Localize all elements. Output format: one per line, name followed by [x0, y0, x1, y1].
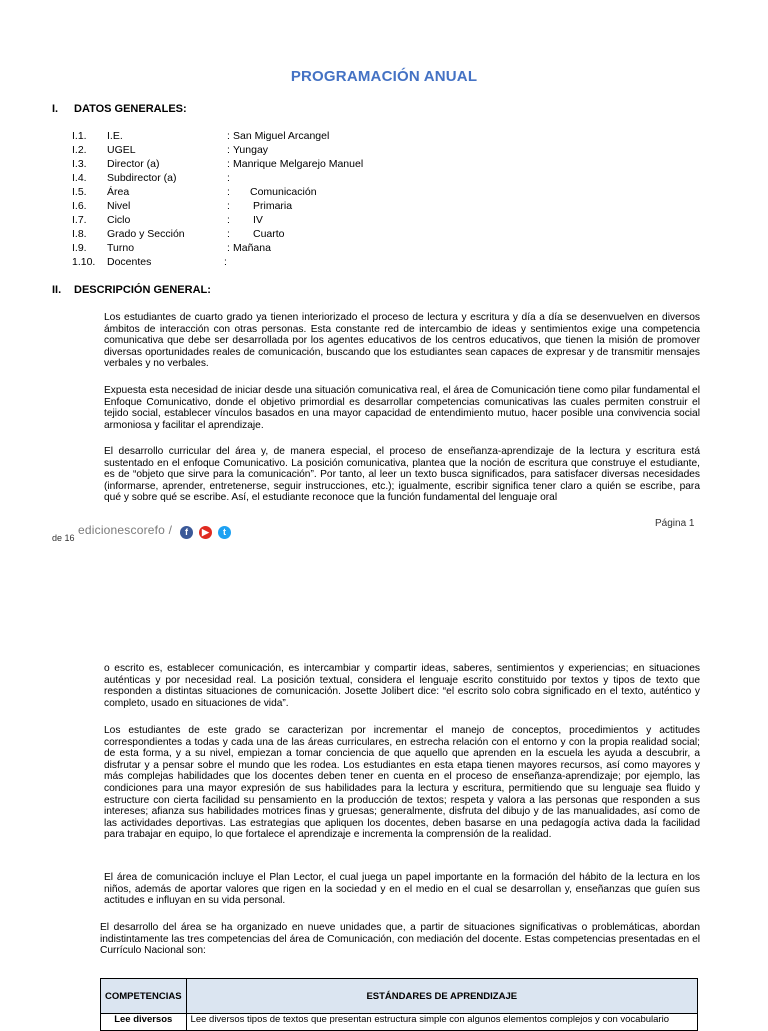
datos-label: Docentes — [107, 256, 152, 268]
youtube-icon[interactable]: ▶ — [199, 526, 212, 539]
datos-value: Comunicación — [250, 186, 317, 198]
datos-row — [0, 255, 768, 269]
datos-colon: : — [227, 228, 230, 240]
datos-colon: : — [227, 200, 230, 212]
competencias-table — [100, 978, 698, 1031]
datos-number: I.3. — [72, 158, 87, 170]
paragraph: Los estudiantes de este grado se caracterizan por incrementar el manejo de conceptos, procedimientos y actitudes correspondientes a todas y cada una de las áreas curriculares, en estrecha relación con el entorno y con la propia realidad social; de esta forma, y a su nivel, empiezan a tomar conciencia de que aquello que aprenden en la escuela les ayuda a descubrir, a disfrutar y a pensar sobre el mundo que les rodea. Los estudiantes en esta etapa tienen mayores recursos, así como mayores y más complejas habilidades que los docentes deben tener en cuenta en el proceso de enseñanza-aprendizaje; por ejemplo, las condiciones para una mayor expresión de sus habilidades para la lectura y escritura, permitiendo que su lenguaje sea fluido y estructure con cierta facilidad su pensamiento en la producción de textos; respeta y valora a las personas que responden a sus intereses; afianza sus habilidades motrices finas y gruesas; generalmente, disfruta del dibujo y de las manualidades, así como de las actividades deportivas. Las estrategias que apliquen los docentes, deben basarse en una pedagogía activa dada la facilidad para trabajar en equipo, lo que fortalece el aprendizaje e incrementa la comprensión de la realidad. — [104, 725, 700, 841]
datos-number: I.1. — [72, 130, 87, 142]
section-number: I. — [52, 103, 59, 115]
table-cell: Lee diversos — [101, 1014, 187, 1031]
datos-label: I.E. — [107, 130, 123, 142]
section-heading-datos-generales — [52, 103, 187, 115]
datos-colon: : — [227, 186, 230, 198]
datos-row — [0, 213, 768, 227]
datos-number: 1.10. — [72, 256, 96, 268]
datos-value: Primaria — [253, 200, 293, 212]
paragraph: Expuesta esta necesidad de iniciar desde una situación comunicativa real, el área de Comunicación tiene como pilar fundamental el Enfoque Comunicativo, donde el objetivo primordial es desarrollar competencias comunicativas las cuales permiten construir el tejido social, establecer vínculos basados en una mayor capacidad de entendimiento mutuo, hacer posible una convivencia social armoniosa y facilitar el aprendizaje. — [104, 385, 700, 431]
datos-row — [0, 227, 768, 241]
paragraph: El área de comunicación incluye el Plan Lector, el cual juega un papel importante en la formación del hábito de la lectura en los niños, además de aportar valores que rigen en la sociedad y en el medio en el cual se desarrollan y, enseñanzas que guíen sus actitudes e influyan en su vida personal. — [104, 872, 700, 907]
datos-number: I.9. — [72, 242, 87, 254]
datos-number: I.7. — [72, 214, 87, 226]
datos-row — [0, 143, 768, 157]
datos-label: UGEL — [107, 144, 136, 156]
datos-row — [0, 185, 768, 199]
datos-value: Cuarto — [253, 228, 285, 240]
page-title: PROGRAMACIÓN ANUAL — [290, 68, 478, 85]
section-title: DESCRIPCIÓN GENERAL: — [74, 284, 211, 296]
datos-label: Ciclo — [107, 214, 131, 226]
section-title: DATOS GENERALES: — [74, 103, 187, 115]
datos-value: IV — [253, 214, 263, 226]
datos-colon: : — [227, 158, 230, 170]
datos-colon: : — [227, 172, 230, 184]
datos-row — [0, 157, 768, 171]
datos-label: Área — [107, 186, 130, 198]
table-header-estandares: ESTÁNDARES DE APRENDIZAJE — [186, 979, 697, 1014]
page-number: Página 1 — [655, 518, 695, 529]
datos-label: Grado y Sección — [107, 228, 185, 240]
datos-label: Nivel — [107, 200, 131, 212]
table-header-competencias: COMPETENCIAS — [101, 979, 187, 1014]
datos-row — [0, 199, 768, 213]
facebook-icon[interactable]: f — [180, 526, 193, 539]
datos-label: Turno — [107, 242, 135, 254]
datos-row — [0, 129, 768, 143]
table-cell: Lee diversos tipos de textos que presentan estructura simple con algunos elementos complejos y con vocabulario — [186, 1014, 697, 1031]
datos-row — [0, 241, 768, 255]
datos-number: I.4. — [72, 172, 87, 184]
section-heading-descripcion-general — [52, 284, 211, 296]
datos-number: I.2. — [72, 144, 87, 156]
twitter-icon[interactable]: t — [218, 526, 231, 539]
datos-colon: : — [227, 144, 230, 156]
datos-colon: : — [227, 242, 230, 254]
paragraph: o escrito es, establecer comunicación, es intercambiar y compartir ideas, saberes, sentimientos y experiencias; en situaciones auténticas y por necesidad real. La posición textual, considera el lenguaje escrito constituido por textos y tipos de texto que responden a distintas situaciones de comunicación. Josette Jolibert dice: “el escrito solo cobra significado en el texto, auténtico y completo, usado en situaciones de vida”. — [104, 663, 700, 709]
publisher-brand: edicionescorefo / — [78, 523, 173, 537]
page-total: de 16 — [52, 533, 75, 543]
datos-number: I.6. — [72, 200, 87, 212]
table-header-row — [101, 979, 698, 1014]
datos-number: I.5. — [72, 186, 87, 198]
datos-value: Mañana — [233, 242, 271, 254]
datos-label: Director (a) — [107, 158, 160, 170]
paragraph: El desarrollo curricular del área y, de manera especial, el proceso de enseñanza-aprendizaje de la lectura y escritura está sustentado en el enfoque Comunicativo. La posición comunicativa, plantea que la noción de escritura que construye el estudiante, es de “objeto que sirve para la comunicación”. Por tanto, al leer un texto busca significados, para satisfacer diversas necesidades (informarse, aprender, entretenerse, seguir instrucciones, etc.); igualmente, escribir significa tener claro a quién se escribe, para qué y sobre qué se escribe. Así, el estudiante reconoce que la función fundamental del lenguaje oral — [104, 446, 700, 504]
datos-number: I.8. — [72, 228, 87, 240]
datos-colon: : — [227, 130, 230, 142]
section-number: II. — [52, 284, 62, 296]
datos-value: Yungay — [233, 144, 269, 156]
table-row — [101, 1014, 698, 1031]
datos-value: Manrique Melgarejo Manuel — [233, 158, 364, 170]
datos-value: San Miguel Arcangel — [233, 130, 330, 142]
datos-colon: : — [227, 214, 230, 226]
paragraph: El desarrollo del área se ha organizado en nueve unidades que, a partir de situaciones significativas o problemáticas, abordan indistintamente las tres competencias del área de Comunicación, con mediación del docente. Estas competencias presentadas en el Currículo Nacional son: — [100, 922, 700, 957]
datos-label: Subdirector (a) — [107, 172, 177, 184]
paragraph: Los estudiantes de cuarto grado ya tienen interiorizado el proceso de lectura y escritura y día a día se desenvuelven en diversos ámbitos de interacción con otras personas. Esta constante red de intercambio de ideas y sentimientos exige una competencia comunicativa que debe ser desarrollada por los agentes educativos de los centros educativos, que tienen la misión de promover diversas oportunidades reales de comunicación, buscando que los estudiantes sean capaces de expresar y de transmitir mensajes verbales y no verbales. — [104, 312, 700, 370]
datos-colon: : — [224, 256, 227, 268]
datos-row — [0, 171, 768, 185]
